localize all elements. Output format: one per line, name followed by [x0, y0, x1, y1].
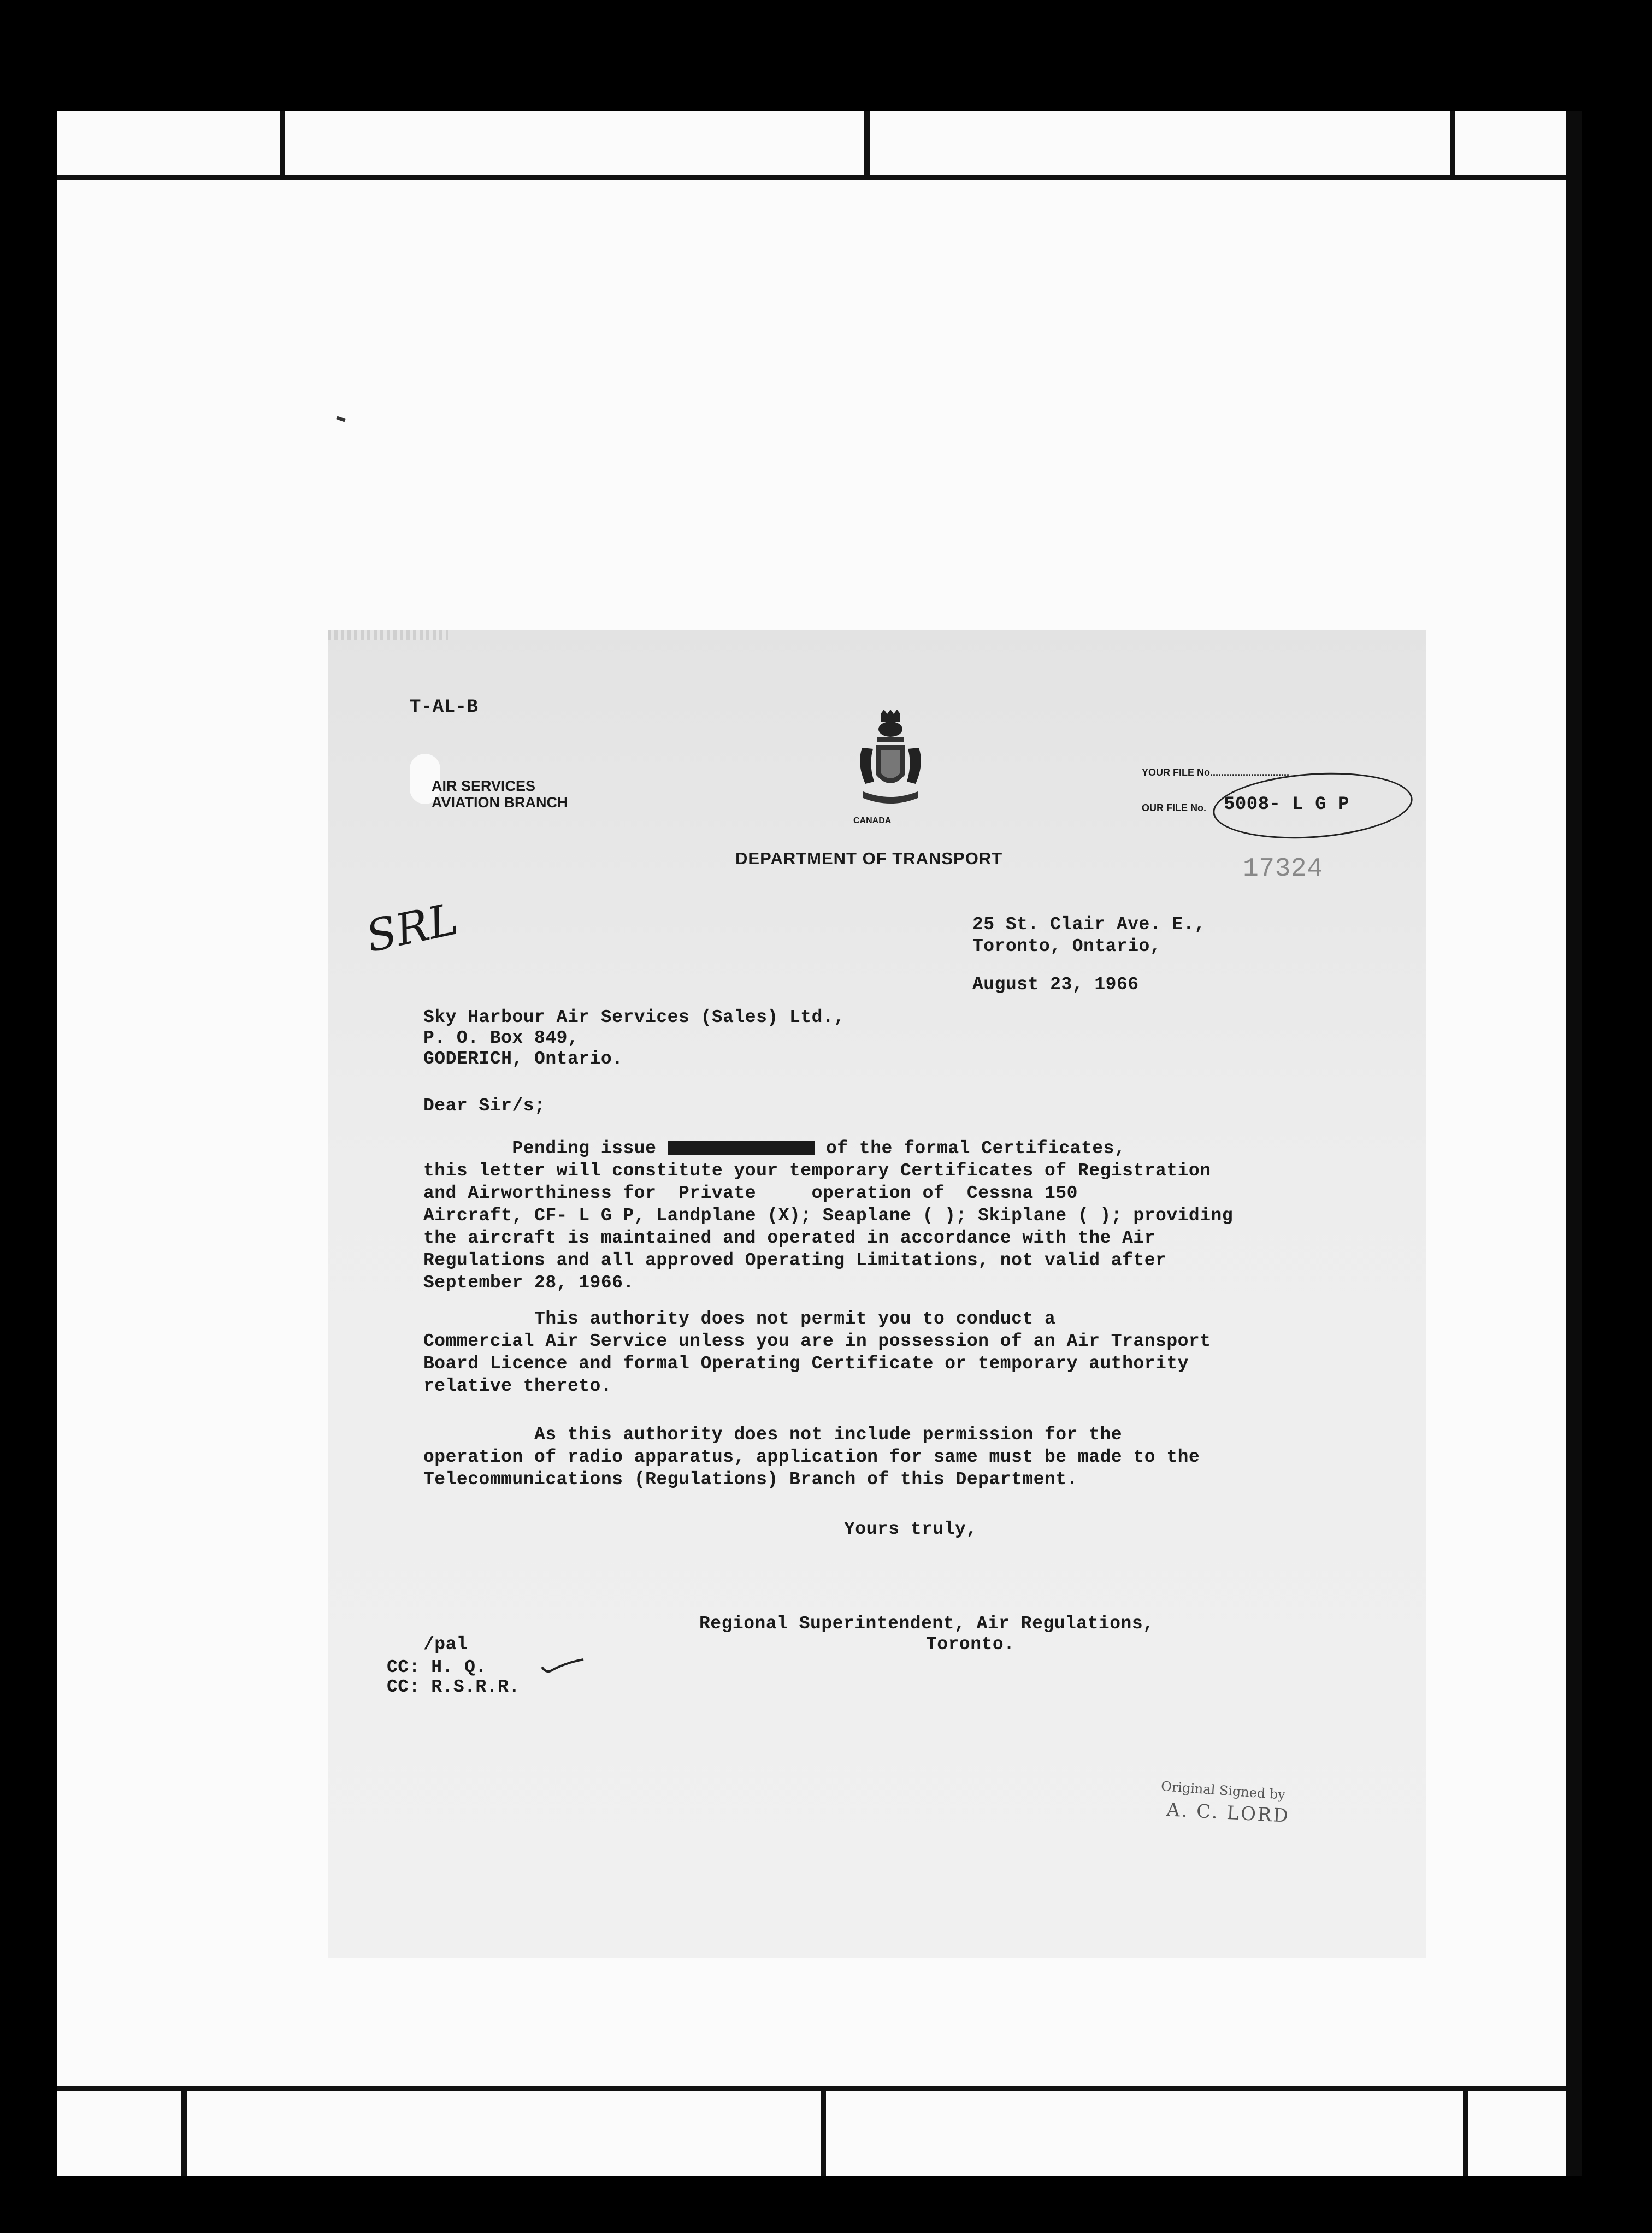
- check-mark-icon: [541, 1657, 585, 1674]
- recipient-line-2: P. O. Box 849,: [423, 1028, 579, 1048]
- handwritten-initials: SRL: [362, 893, 463, 962]
- frame-edge: [1566, 111, 1582, 2176]
- redaction-bar: [668, 1141, 815, 1155]
- recipient-line-3: GODERICH, Ontario.: [423, 1049, 623, 1069]
- stamp-number: 17324: [1243, 854, 1323, 884]
- paper-edge-noise: [328, 630, 448, 640]
- signature-city: Toronto.: [926, 1634, 1015, 1655]
- signature-title: Regional Superintendent, Air Regulations,: [699, 1614, 1154, 1634]
- frame-tick: [280, 111, 285, 177]
- our-file-label: OUR FILE No.: [1142, 802, 1206, 813]
- frame-tick: [1463, 2089, 1468, 2176]
- department-title: DEPARTMENT OF TRANSPORT: [735, 849, 1003, 868]
- frame-bottom-border: [57, 2086, 1582, 2091]
- coat-of-arms-icon: [852, 710, 929, 811]
- your-file-label: YOUR FILE No.............................: [1142, 767, 1290, 778]
- body-paragraph-1: Pending issue of the formal Certificates, this letter will constitute your temporary Certificates of Registration and Airworthiness for Private operation of Cessna 150 Aircraft, CF- L G P, Landplane (X); Seaplane ( ); Skiplane ( ); providing the aircraft is maintained and operated in accordance with the Air Regulations and all approved Operating Limitations, not valid after September 28, 1966.: [423, 1138, 1234, 1293]
- body-paragraph-3: As this authority does not include permission for the operation of radio apparatus, application for same must be made to the Telecommunications (Regulations) Branch of this Department.: [423, 1425, 1200, 1490]
- typist-initials: /pal: [423, 1634, 468, 1655]
- frame-tick: [1450, 111, 1455, 177]
- letter-date: August 23, 1966: [972, 974, 1139, 995]
- our-file-number: 5008- L G P: [1224, 794, 1349, 815]
- frame-tick: [864, 111, 870, 177]
- signed-stamp-line-1: Original Signed by: [1160, 1779, 1286, 1803]
- country-label: CANADA: [853, 816, 892, 825]
- microfilm-frame: [57, 111, 1582, 2176]
- frame-tick: [181, 2089, 187, 2176]
- letter-page: [328, 630, 1426, 1958]
- branch-line-2: AVIATION BRANCH: [432, 794, 568, 811]
- frame-top-border: [57, 175, 1582, 180]
- salutation: Dear Sir/s;: [423, 1096, 546, 1116]
- cc-line-2: CC: R.S.R.R.: [387, 1677, 520, 1697]
- signed-stamp-line-2: A. C. LORD: [1166, 1799, 1290, 1827]
- body-paragraph-2: This authority does not permit you to conduct a Commercial Air Service unless you are in possession of an Air Transport Board Licence and formal Operating Certificate or temporary authority relative thereto.: [423, 1309, 1211, 1396]
- film-speck: [336, 416, 345, 422]
- sender-address-line-2: Toronto, Ontario,: [972, 936, 1161, 956]
- closing: Yours truly,: [844, 1519, 977, 1539]
- frame-tick: [821, 2089, 826, 2176]
- sender-address-line-1: 25 St. Clair Ave. E.,: [972, 914, 1206, 935]
- recipient-line-1: Sky Harbour Air Services (Sales) Ltd.,: [423, 1007, 845, 1027]
- document-code: T-AL-B: [410, 697, 479, 718]
- cc-line-1: CC: H. Q.: [387, 1657, 487, 1677]
- branch-line-1: AIR SERVICES: [432, 778, 536, 794]
